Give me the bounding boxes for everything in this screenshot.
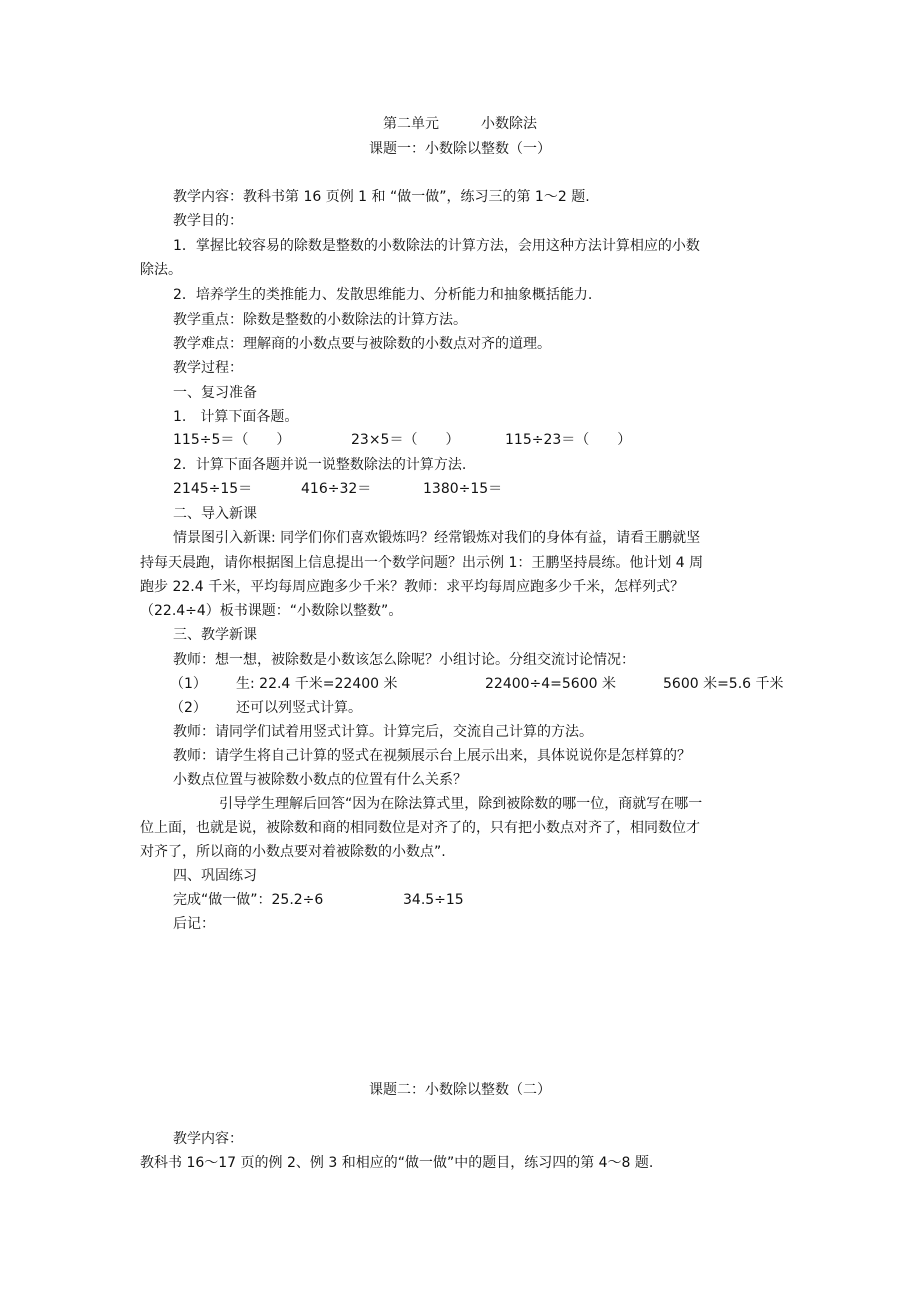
unit-title: 第二单元 小数除法 [383, 116, 537, 132]
exercise-item: 23×5＝（ ） [351, 432, 460, 448]
lesson1-title: 课题一：小数除以整数（一） [369, 141, 551, 157]
item-number: （1） [170, 676, 207, 692]
goal1-line1: 1．掌握比较容易的除数是整数的小数除法的计算方法，会用这种方法计算相应的小数 [173, 238, 700, 254]
section3-item2 [140, 698, 540, 718]
notes-label: 后记： [173, 916, 215, 932]
item-number: （2） [170, 700, 207, 716]
section1-question2: 2．计算下面各题并说一说整数除法的计算方法. [173, 457, 467, 473]
guidance-line2: 位上面，也就是说，被除数和商的相同数位是对齐了的，只有把小数点对齐了，相同数位才 [140, 820, 700, 836]
exercise-item: 115÷5＝（ ） [173, 432, 291, 448]
key-point: 教学重点：除数是整数的小数除法的计算方法。 [173, 312, 467, 328]
conversion: 5600 米=5.6 千米 [663, 676, 784, 692]
lesson2-title: 课题二：小数除以整数（二） [369, 1082, 551, 1098]
difficulty: 教学难点：理解商的小数点要与被除数的小数点对齐的道理。 [173, 336, 551, 352]
section2-title: 二、导入新课 [173, 506, 257, 522]
question2-items [173, 479, 773, 499]
section3-title: 三、教学新课 [173, 627, 257, 643]
section1-title: 一、复习准备 [173, 385, 257, 401]
calculation: 22400÷4=5600 米 [485, 676, 616, 692]
process-label: 教学过程： [173, 360, 243, 376]
exercise-item: 416÷32＝ [301, 481, 372, 497]
section2-paragraph-line3: 跑步 22.4 千米，平均每周应跑多少千米？教师：求平均每周应跑多少千米，怎样列式？ [140, 579, 685, 595]
goal1-line2: 除法。 [140, 262, 182, 278]
task-part: 完成“做一做”：25.2÷6 [173, 892, 324, 908]
guidance-line1: 引导学生理解后回答“因为在除法算式里，除到被除数的哪一位，商就写在哪一 [219, 796, 703, 812]
section3-item1 [140, 674, 790, 694]
section2-paragraph-line1: 情景图引入新课: 同学们你们喜欢锻炼吗？经常锻炼对我们的身体有益，请看王鹏就坚 [173, 530, 701, 546]
goal2: 2．培养学生的类推能力、发散思维能力、分析能力和抽象概括能力. [173, 287, 593, 303]
exercise-item: 1380÷15＝ [423, 481, 503, 497]
lesson2-content-label: 教学内容： [173, 1131, 243, 1147]
lesson1-content: 教学内容：教科书第 16 页例 1 和 “做一做”，练习三的第 1～2 题. [173, 189, 590, 205]
student-answer: 生: 22.4 千米=22400 米 [236, 676, 398, 692]
guidance-line3: 对齐了，所以商的小数点要对着被除数的小数点”. [140, 844, 446, 860]
section4-title: 四、巩固练习 [173, 868, 257, 884]
section4-task [173, 890, 673, 910]
section1-question1: 1. 计算下面各题。 [173, 409, 299, 425]
exercise-item: 2145÷15＝ [173, 481, 253, 497]
lesson2-content: 教科书 16～17 页的例 2、例 3 和相应的“做一做”中的题目，练习四的第 4～8 题. [140, 1155, 654, 1171]
teacher-line1: 教师：请同学们试着用竖式计算。计算完后，交流自己计算的方法。 [173, 724, 593, 740]
goal-label: 教学目的： [173, 213, 243, 229]
teacher-line3: 小数点位置与被除数小数点的位置有什么关系？ [173, 772, 467, 788]
teacher-line2: 教师：请学生将自己计算的竖式在视频展示台上展示出来，具体说说你是怎样算的？ [173, 748, 691, 764]
item-text: 还可以列竖式计算。 [236, 700, 362, 716]
task-part: 34.5÷15 [403, 892, 464, 908]
section3-question: 教师：想一想，被除数是小数该怎么除呢？小组讨论。分组交流讨论情况： [173, 652, 635, 668]
question1-items [173, 430, 773, 450]
section2-paragraph-line2: 持每天晨跑，请你根据图上信息提出一个数学问题？出示例 1：王鹏坚持晨练。他计划 4 周 [140, 555, 704, 571]
exercise-item: 115÷23＝（ ） [505, 432, 632, 448]
section2-paragraph-line4: （22.4÷4）板书课题：“小数除以整数”。 [140, 603, 403, 619]
